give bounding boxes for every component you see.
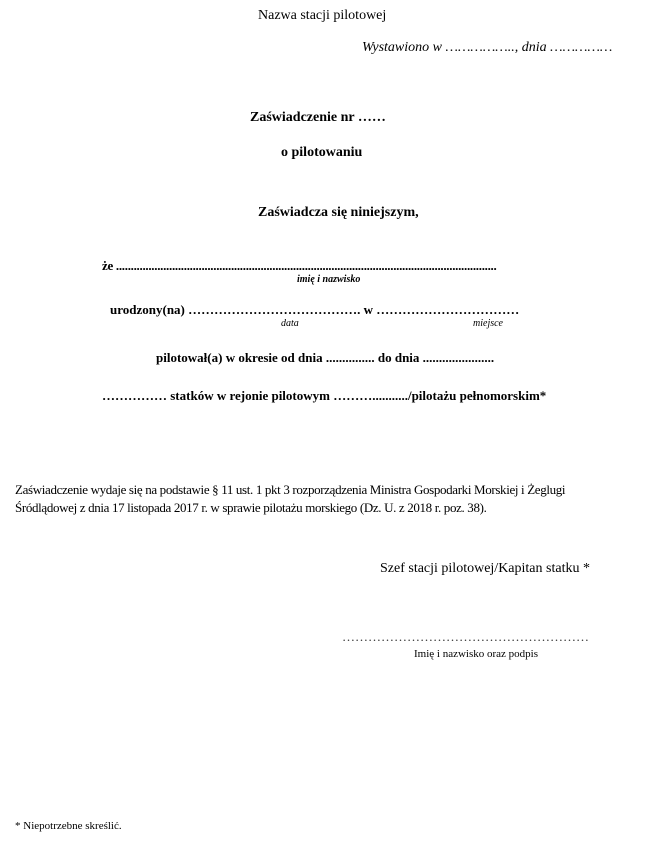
certificate-number: Zaświadczenie nr …… <box>250 110 386 125</box>
place-caption: miejsce <box>473 318 503 329</box>
legal-basis-line-1: Zaświadczenie wydaje się na podstawie § 11 ust. 1 pkt 3 rozporządzenia Ministra Gospodarki Morskiej i Żeglugi <box>15 482 566 497</box>
legal-basis-line-2: Śródlądowej z dnia 17 listopada 2017 r. w sprawie pilotażu morskiego (Dz. U. z 2018 r. poz. 38). <box>15 500 487 515</box>
signature-dotted-line: ………………………………………………… <box>342 629 589 644</box>
date-caption: data <box>281 318 299 329</box>
signature-caption: Imię i nazwisko oraz podpis <box>414 648 539 660</box>
born-line: urodzony(na) …………………………………. w …………………………… <box>110 302 520 317</box>
ships-line: …………… statków w rejonie pilotowym ……….........../pilotażu pełnomorskim* <box>102 388 547 403</box>
issued-place-date-line: Wystawiono w …………….., dnia …………… <box>362 40 613 55</box>
footnote: * Niepotrzebne skreślić. <box>15 820 122 832</box>
station-name: Nazwa stacji pilotowej <box>258 8 387 23</box>
name-caption: imię i nazwisko <box>297 274 361 285</box>
signatory-role: Szef stacji pilotowej/Kapitan statku * <box>380 561 590 576</box>
period-line: pilotował(a) w okresie od dnia ............... do dnia ...................... <box>156 350 495 365</box>
intro-sentence: Zaświadcza się niniejszym, <box>258 205 419 220</box>
name-line: że ................................................................................................................................. <box>102 258 497 273</box>
certificate-subject: o pilotowaniu <box>281 145 363 160</box>
